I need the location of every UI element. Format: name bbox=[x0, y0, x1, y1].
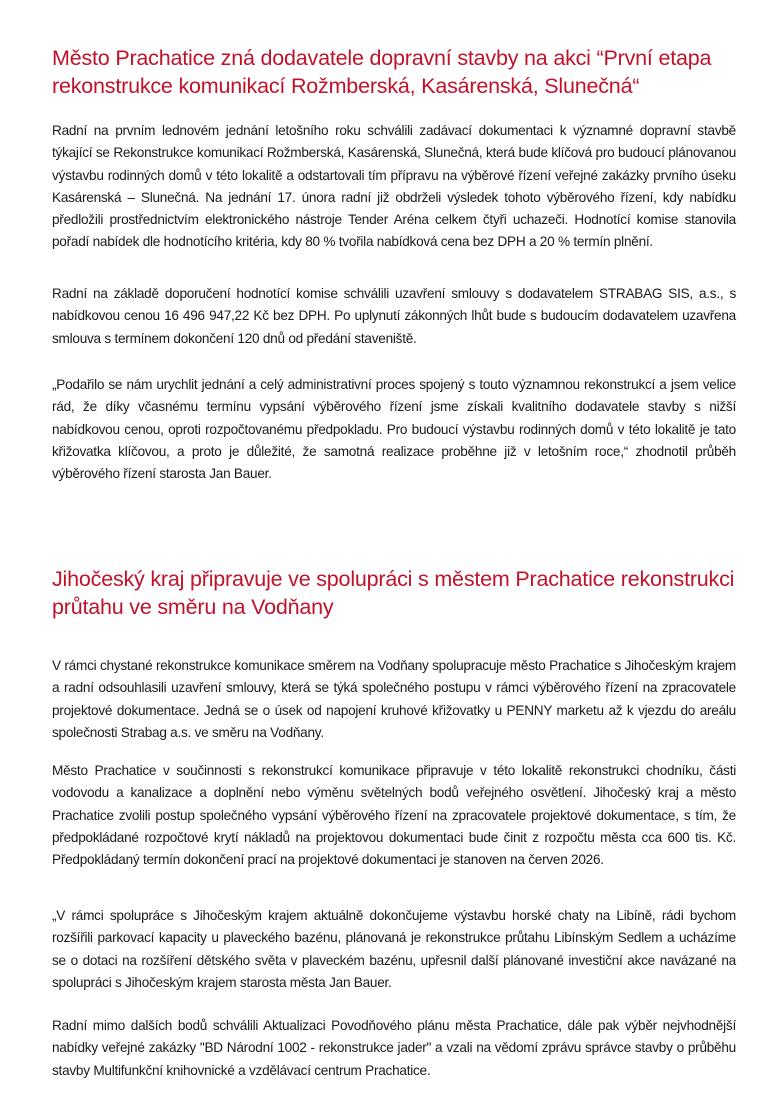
article-2-heading: Jihočeský kraj připravuje ve spolupráci s městem Prachatice rekonstrukci průtahu ve směru na Vodňany bbox=[52, 567, 735, 619]
article-2-paragraph-4: Radní mimo dalších bodů schválili Aktualizaci Povodňového plánu města Prachatice, dále pak výběr nejvhodnější nabídky veřejné zakázky "BD Národní 1002 - rekonstrukce jader" a vzali na vědomí zprávu správce stavby o průběhu stavby Multifunkční knihovnické a vzdělávací centrum Prachatice. bbox=[52, 1018, 736, 1078]
article-1-heading: Město Prachatice zná dodavatele dopravní stavby na akci “První etapa rekonstrukce komunikací Rožmberská, Kasárenská, Slunečná“ bbox=[52, 46, 712, 98]
article-1-paragraph-2: Radní na základě doporučení hodnotící komise schválili uzavření smlouvy s dodavatelem STRABAG SIS, a.s., s nabídkovou cenou 16 496 947,22 Kč bez DPH. Po uplynutí zákonných lhůt bude s budoucím dodavatelem uzavřena smlouva s termínem dokončení 120 dnů od předání staveniště. bbox=[52, 286, 736, 346]
article-2-paragraph-1: V rámci chystané rekonstrukce komunikace směrem na Vodňany spolupracuje město Prachatice s Jihočeským krajem a radní odsouhlasili uzavření smlouvy, která se týká společného postupu v rámci výběrového řízení na zpracovatele projektové dokumentace. Jedná se o úsek od napojení kruhové křižovatky u PENNY marketu až k vjezdu do areálu společnosti Strabag a.s. ve směru na Vodňany. bbox=[52, 658, 736, 740]
article-2-paragraph-2: Město Prachatice v součinnosti s rekonstrukcí komunikace připravuje v této lokalitě rekonstrukci chodníku, části vodovodu a kanalizace a doplnění nebo výměnu světelných bodů veřejného osvětlení. Jihočeský kraj a město Prachatice zvolili postup společného vypsání výběrového řízení na zpracovatele projektové dokumentace, s tím, že předpokládané rozpočtové krytí nákladů na projektovou dokumentaci bude činit z rozpočtu města cca 600 tis. Kč. Předpokládaný termín dokončení prací na projektové dokumentaci je stanoven na červen 2026. bbox=[52, 763, 736, 868]
article-1-paragraph-1: Radní na prvním lednovém jednání letošního roku schválili zadávací dokumentaci k významné dopravní stavbě týkající se Rekonstrukce komunikací Rožmberská, Kasárenská, Slunečná, která bude klíčová pro budoucí plánovanou výstavbu rodinných domů v této lokalitě a odstartovali tím přípravu na výběrové řízení veřejné zakázky prvního úseku Kasárenská – Slunečná. Na jednání 17. února radní již obdrželi výsledek tohoto výběrového řízení, kdy nabídku předložili prostřednictvím elektronického nástroje Tender Aréna celkem čtyři uchazeči. Hodnotící komise stanovila pořadí nabídek dle hodnotícího kritéria, kdy 80 % tvořila nabídková cena bez DPH a 20 % termín plnění. bbox=[52, 123, 736, 250]
article-1-quote: „Podařilo se nám urychlit jednání a celý administrativní proces spojený s touto významnou rekonstrukcí a jsem velice rád, že díky včasnému termínu vypsání výběrového řízení jsme získali kvalitního dodavatele stavby s nižší nabídkovou cenou, oproti rozpočtovanému předpokladu. Pro budoucí výstavbu rodinných domů v této lokalitě je tato křižovatka klíčovou, a proto je důležité, že samotná realizace proběhne již v letošním roce,“ zhodnotil průběh výběrového řízení starosta Jan Bauer. bbox=[52, 377, 736, 482]
article-2-quote: „V rámci spolupráce s Jihočeským krajem aktuálně dokončujeme výstavbu horské chaty na Libíně, rádi bychom rozšířili parkovací kapacity u plaveckého bazénu, plánovaná je rekonstrukce průtahu Libínským Sedlem a ucházíme se o dotaci na rozšíření dětského světa v plaveckém bazénu, upřesnil další plánované investiční akce navázané na spolupráci s Jihočeským krajem starosta města Jan Bauer. bbox=[52, 908, 736, 990]
